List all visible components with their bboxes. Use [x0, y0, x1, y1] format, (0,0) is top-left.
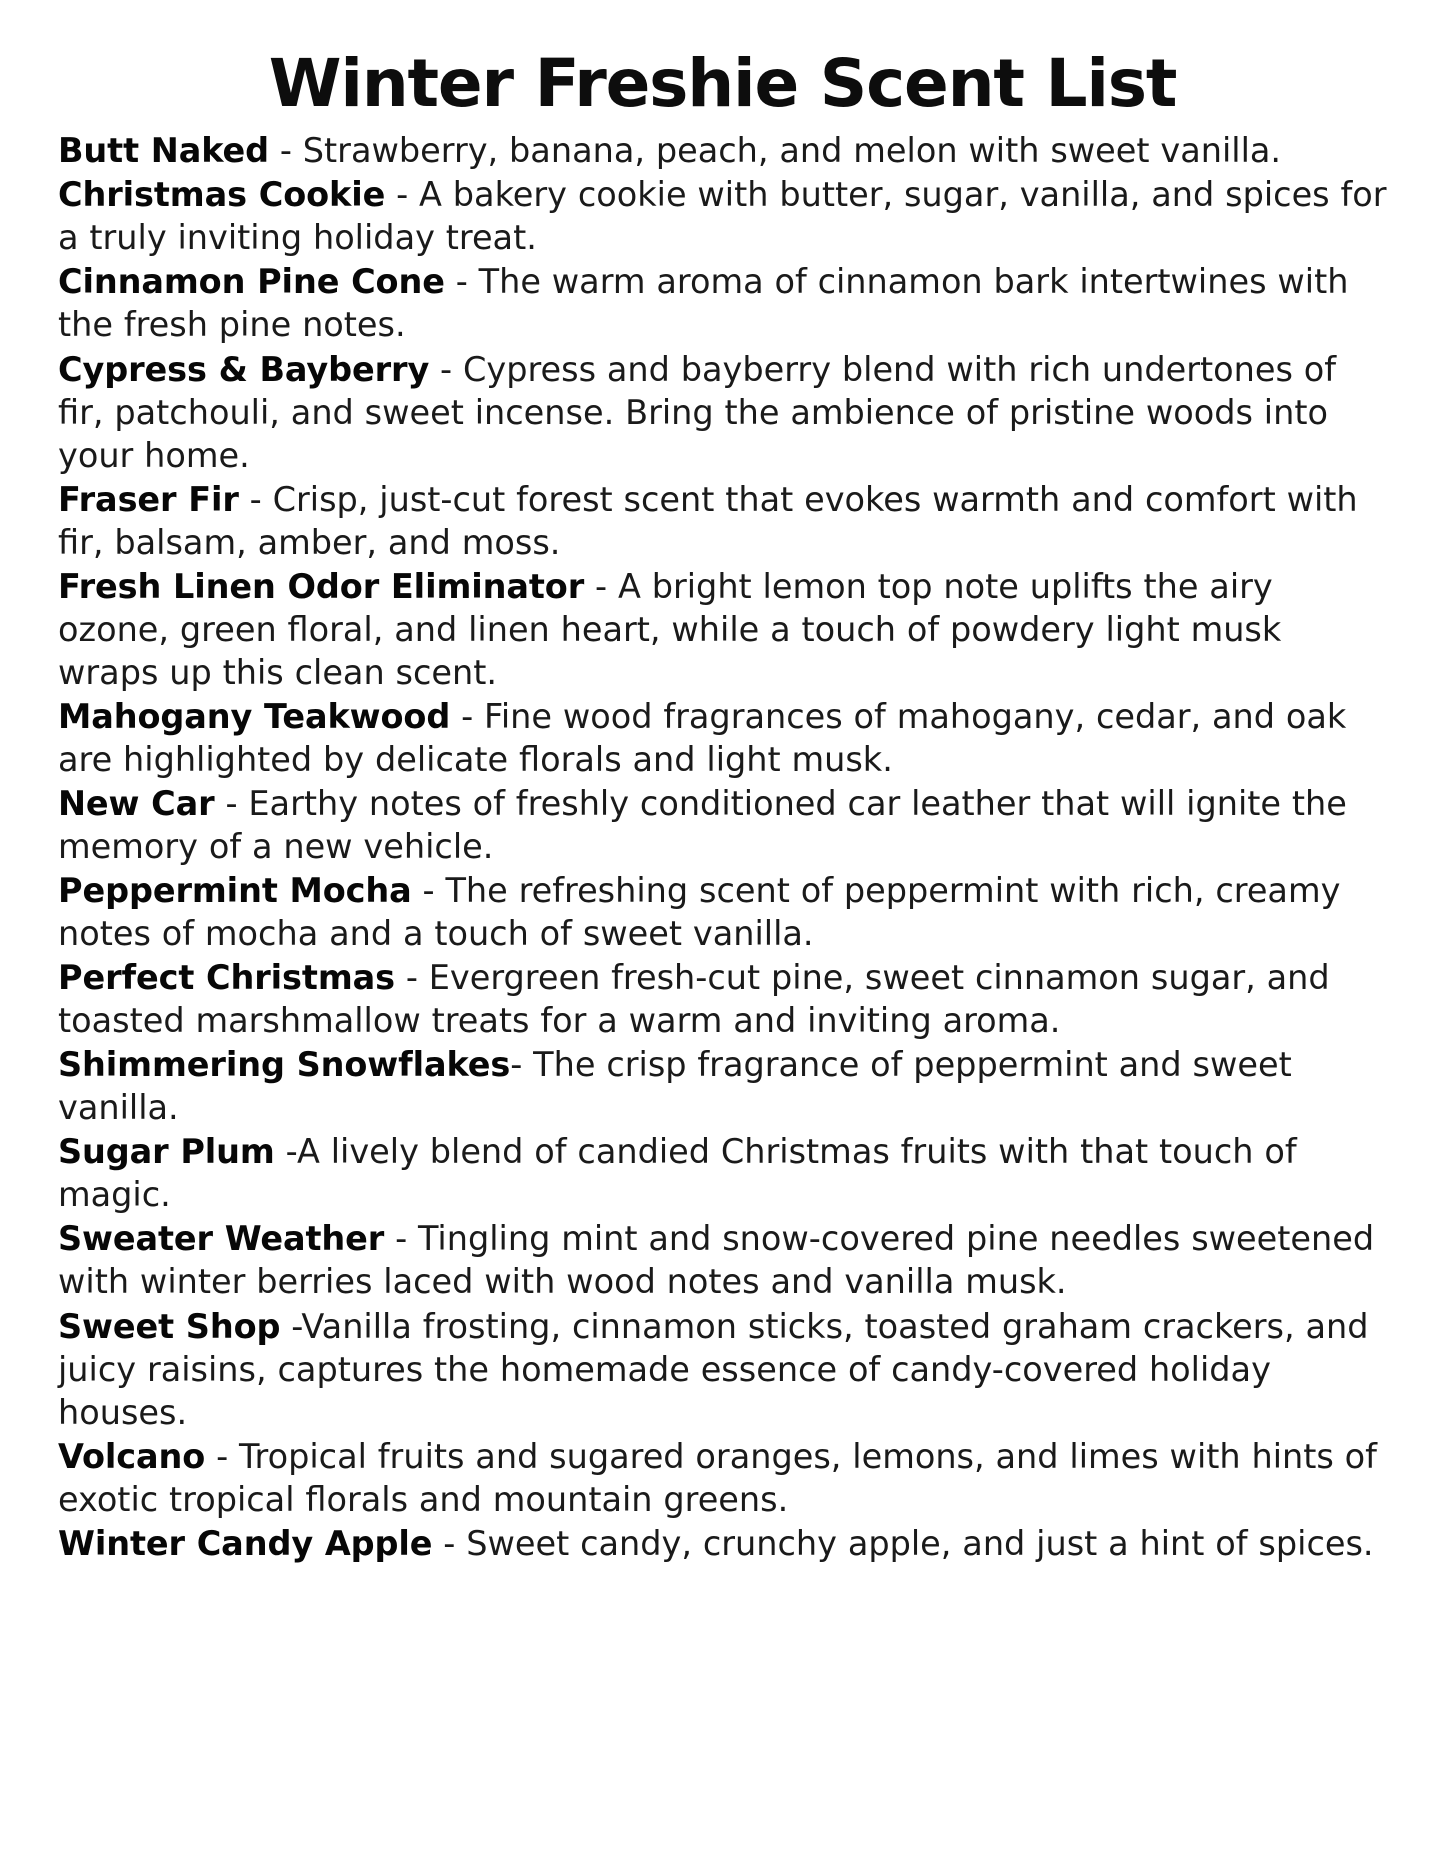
scent-name: Christmas Cookie — [58, 175, 386, 215]
list-item — [58, 565, 1387, 694]
scent-name: Winter Candy Apple — [58, 1523, 433, 1563]
list-item — [58, 260, 1387, 346]
scent-name: Butt Naked — [58, 131, 269, 171]
scent-description: - Tropical fruits and sugared oranges, lemons, and limes with hints of exotic tropical florals and mountain greens. — [58, 1436, 1377, 1519]
list-item — [58, 1435, 1387, 1521]
scent-description: - Tingling mint and snow-covered pine needles sweetened with winter berries laced with wood notes and vanilla musk. — [58, 1219, 1375, 1302]
list-item — [58, 869, 1387, 955]
scent-name: New Car — [58, 783, 215, 823]
list-item — [58, 695, 1387, 781]
list-item — [58, 1522, 1387, 1565]
scent-name: Fresh Linen Odor Eliminator — [58, 566, 585, 606]
scent-description: -Vanilla frosting, cinnamon sticks, toasted graham crackers, and juicy raisins, captures the homemade essence of candy-covered holiday houses. — [58, 1306, 1369, 1432]
scent-name: Cypress & Bayberry — [58, 349, 430, 389]
scent-list — [58, 129, 1387, 1565]
scent-description: - Evergreen fresh-cut pine, sweet cinnamon sugar, and toasted marshmallow treats for a warm and inviting aroma. — [58, 958, 1330, 1041]
scent-name: Mahogany Teakwood — [58, 696, 451, 736]
scent-name: Fraser Fir — [58, 479, 239, 519]
scent-name: Sweet Shop — [58, 1306, 281, 1346]
scent-name: Shimmering Snowflakes — [58, 1045, 511, 1085]
scent-name: Sweater Weather — [58, 1219, 385, 1259]
scent-description: - Fine wood fragrances of mahogany, cedar, and oak are highlighted by delicate florals and light musk. — [58, 696, 1347, 779]
list-item — [58, 1130, 1387, 1216]
list-item — [58, 173, 1387, 259]
scent-name: Peppermint Mocha — [58, 871, 412, 911]
scent-description: - The warm aroma of cinnamon bark intertwines with the fresh pine notes. — [58, 262, 1349, 345]
scent-description: - A bakery cookie with butter, sugar, vanilla, and spices for a truly inviting holiday treat. — [58, 175, 1387, 258]
scent-name: Sugar Plum — [58, 1132, 275, 1172]
list-item — [58, 1043, 1387, 1129]
list-item — [58, 348, 1387, 477]
list-item — [58, 782, 1387, 868]
page-title: Winter Freshie Scent List — [268, 45, 1177, 122]
scent-name: Cinnamon Pine Cone — [58, 262, 445, 302]
scent-name: Perfect Christmas — [58, 958, 395, 998]
list-item — [58, 1305, 1387, 1434]
scent-description: - Strawberry, banana, peach, and melon with sweet vanilla. — [269, 131, 1282, 171]
scent-description: - Earthy notes of freshly conditioned car leather that will ignite the memory of a new vehicle. — [58, 783, 1347, 867]
scent-description: - The refreshing scent of peppermint with rich, creamy notes of mocha and a touch of sweet vanilla. — [58, 871, 1341, 954]
list-item — [58, 129, 1387, 172]
scent-description: - The crisp fragrance of peppermint and sweet vanilla. — [58, 1045, 1292, 1128]
scent-description: -A lively blend of candied Christmas fruits with that touch of magic. — [58, 1132, 1297, 1215]
list-item — [58, 956, 1387, 1042]
scent-description: - Sweet candy, crunchy apple, and just a hint of spices. — [432, 1523, 1374, 1563]
scent-description: - Cypress and bayberry blend with rich undertones of fir, patchouli, and sweet incense. Bring the ambience of pristine woods into your home. — [58, 349, 1337, 475]
scent-name: Volcano — [58, 1436, 206, 1476]
scent-description: - A bright lemon top note uplifts the airy ozone, green floral, and linen heart, while a touch of powdery light musk wraps up this clean scent. — [58, 566, 1282, 692]
scent-description: - Crisp, just-cut forest scent that evokes warmth and comfort with fir, balsam, amber, and moss. — [58, 479, 1358, 562]
list-item — [58, 1217, 1387, 1303]
list-item — [58, 478, 1387, 564]
